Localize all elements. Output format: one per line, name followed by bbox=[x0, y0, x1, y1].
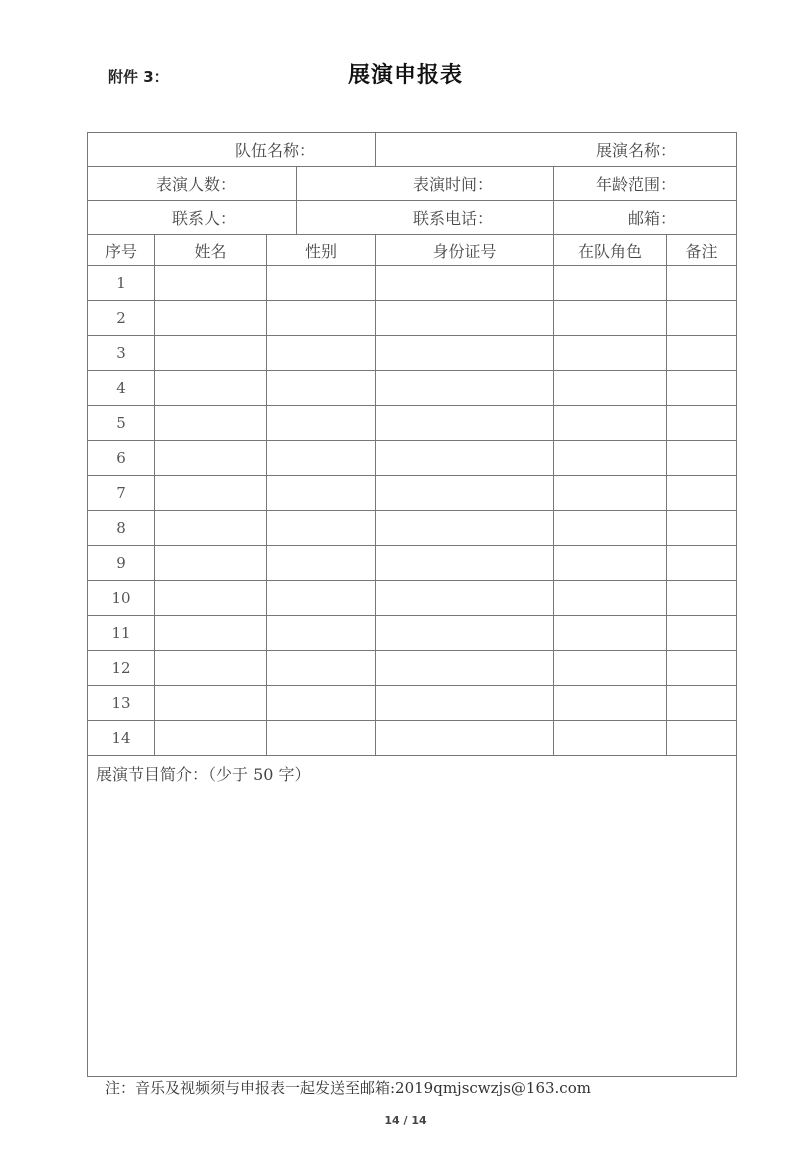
gender-cell[interactable] bbox=[267, 476, 376, 511]
table-row bbox=[88, 546, 737, 581]
name-cell[interactable] bbox=[155, 511, 267, 546]
id-number-cell[interactable] bbox=[376, 336, 554, 371]
row-index: 7 bbox=[88, 476, 155, 511]
gender-cell[interactable] bbox=[267, 651, 376, 686]
name-cell[interactable] bbox=[155, 406, 267, 441]
member-rows bbox=[88, 266, 737, 756]
remarks-cell[interactable] bbox=[667, 406, 737, 441]
performer-count-field[interactable]: 表演人数： bbox=[88, 167, 297, 201]
annex-label: 附件 3： bbox=[108, 68, 169, 86]
row-index: 11 bbox=[88, 616, 155, 651]
remarks-cell[interactable] bbox=[667, 651, 737, 686]
remarks-cell[interactable] bbox=[667, 616, 737, 651]
col-header-id-number: 身份证号 bbox=[376, 235, 554, 266]
name-cell[interactable] bbox=[155, 581, 267, 616]
remarks-cell[interactable] bbox=[667, 441, 737, 476]
col-header-remarks: 备注 bbox=[667, 235, 737, 266]
name-cell[interactable] bbox=[155, 336, 267, 371]
remarks-cell[interactable] bbox=[667, 336, 737, 371]
table-row bbox=[88, 581, 737, 616]
remarks-cell[interactable] bbox=[667, 266, 737, 301]
page-number: 14 / 14 bbox=[384, 1114, 427, 1127]
show-name-field[interactable]: 展演名称： bbox=[376, 133, 737, 167]
name-cell[interactable] bbox=[155, 616, 267, 651]
table-row bbox=[88, 651, 737, 686]
role-cell[interactable] bbox=[554, 581, 667, 616]
page-title: 展演申报表 bbox=[347, 63, 463, 88]
gender-cell[interactable] bbox=[267, 371, 376, 406]
name-cell[interactable] bbox=[155, 686, 267, 721]
role-cell[interactable] bbox=[554, 511, 667, 546]
name-cell[interactable] bbox=[155, 721, 267, 756]
column-header-row bbox=[88, 235, 737, 266]
remarks-cell[interactable] bbox=[667, 476, 737, 511]
gender-cell[interactable] bbox=[267, 406, 376, 441]
remarks-cell[interactable] bbox=[667, 301, 737, 336]
remarks-cell[interactable] bbox=[667, 546, 737, 581]
role-cell[interactable] bbox=[554, 266, 667, 301]
row-index: 2 bbox=[88, 301, 155, 336]
table-row bbox=[88, 686, 737, 721]
role-cell[interactable] bbox=[554, 686, 667, 721]
id-number-cell[interactable] bbox=[376, 301, 554, 336]
row-index: 5 bbox=[88, 406, 155, 441]
id-number-cell[interactable] bbox=[376, 266, 554, 301]
remarks-cell[interactable] bbox=[667, 371, 737, 406]
role-cell[interactable] bbox=[554, 406, 667, 441]
id-number-cell[interactable] bbox=[376, 441, 554, 476]
col-header-role: 在队角色 bbox=[554, 235, 667, 266]
table-row bbox=[88, 406, 737, 441]
name-cell[interactable] bbox=[155, 266, 267, 301]
gender-cell[interactable] bbox=[267, 546, 376, 581]
name-cell[interactable] bbox=[155, 301, 267, 336]
intro-row bbox=[88, 756, 737, 1077]
table-row bbox=[88, 476, 737, 511]
remarks-cell[interactable] bbox=[667, 511, 737, 546]
gender-cell[interactable] bbox=[267, 301, 376, 336]
contact-person-field[interactable]: 联系人： bbox=[88, 201, 297, 235]
email-field[interactable]: 邮箱： bbox=[554, 201, 737, 235]
table-row bbox=[88, 336, 737, 371]
name-cell[interactable] bbox=[155, 546, 267, 581]
row-index: 4 bbox=[88, 371, 155, 406]
id-number-cell[interactable] bbox=[376, 406, 554, 441]
program-intro-field[interactable] bbox=[88, 756, 737, 1077]
program-intro-label: 展演节目简介：（少于 50 字） bbox=[96, 765, 311, 784]
col-header-gender: 性别 bbox=[267, 235, 376, 266]
id-number-cell[interactable] bbox=[376, 511, 554, 546]
id-number-cell[interactable] bbox=[376, 721, 554, 756]
role-cell[interactable] bbox=[554, 721, 667, 756]
role-cell[interactable] bbox=[554, 476, 667, 511]
id-number-cell[interactable] bbox=[376, 651, 554, 686]
team-name-field[interactable]: 队伍名称： bbox=[88, 133, 376, 167]
id-number-cell[interactable] bbox=[376, 546, 554, 581]
name-cell[interactable] bbox=[155, 371, 267, 406]
row-index: 6 bbox=[88, 441, 155, 476]
role-cell[interactable] bbox=[554, 441, 667, 476]
row-index: 1 bbox=[88, 266, 155, 301]
col-header-name: 姓名 bbox=[155, 235, 267, 266]
name-cell[interactable] bbox=[155, 651, 267, 686]
id-number-cell[interactable] bbox=[376, 371, 554, 406]
remarks-cell[interactable] bbox=[667, 686, 737, 721]
id-number-cell[interactable] bbox=[376, 581, 554, 616]
table-row bbox=[88, 301, 737, 336]
id-number-cell[interactable] bbox=[376, 686, 554, 721]
header-row-contact bbox=[88, 201, 737, 235]
gender-cell[interactable] bbox=[267, 266, 376, 301]
role-cell[interactable] bbox=[554, 371, 667, 406]
role-cell[interactable] bbox=[554, 616, 667, 651]
table-row bbox=[88, 266, 737, 301]
name-cell[interactable] bbox=[155, 476, 267, 511]
application-form-table bbox=[87, 132, 737, 1077]
gender-cell[interactable] bbox=[267, 441, 376, 476]
role-cell[interactable] bbox=[554, 546, 667, 581]
footnote: 注：音乐及视频须与申报表一起发送至邮箱:2019qmjscwzjs@163.com bbox=[105, 1079, 591, 1097]
table-row bbox=[88, 511, 737, 546]
role-cell[interactable] bbox=[554, 336, 667, 371]
row-index: 9 bbox=[88, 546, 155, 581]
id-number-cell[interactable] bbox=[376, 616, 554, 651]
id-number-cell[interactable] bbox=[376, 476, 554, 511]
table-row bbox=[88, 441, 737, 476]
row-index: 8 bbox=[88, 511, 155, 546]
col-header-index: 序号 bbox=[88, 235, 155, 266]
gender-cell[interactable] bbox=[267, 686, 376, 721]
contact-phone-field[interactable]: 联系电话： bbox=[297, 201, 554, 235]
gender-cell[interactable] bbox=[267, 511, 376, 546]
row-index: 14 bbox=[88, 721, 155, 756]
row-index: 13 bbox=[88, 686, 155, 721]
gender-cell[interactable] bbox=[267, 336, 376, 371]
row-index: 10 bbox=[88, 581, 155, 616]
header-row-performance bbox=[88, 167, 737, 201]
gender-cell[interactable] bbox=[267, 581, 376, 616]
table-row bbox=[88, 721, 737, 756]
row-index: 12 bbox=[88, 651, 155, 686]
show-time-field[interactable]: 表演时间： bbox=[297, 167, 554, 201]
age-range-field[interactable]: 年龄范围： bbox=[554, 167, 737, 201]
remarks-cell[interactable] bbox=[667, 581, 737, 616]
gender-cell[interactable] bbox=[267, 616, 376, 651]
row-index: 3 bbox=[88, 336, 155, 371]
table-row bbox=[88, 616, 737, 651]
table-row bbox=[88, 371, 737, 406]
role-cell[interactable] bbox=[554, 651, 667, 686]
role-cell[interactable] bbox=[554, 301, 667, 336]
gender-cell[interactable] bbox=[267, 721, 376, 756]
header-row-team bbox=[88, 133, 737, 167]
name-cell[interactable] bbox=[155, 441, 267, 476]
remarks-cell[interactable] bbox=[667, 721, 737, 756]
